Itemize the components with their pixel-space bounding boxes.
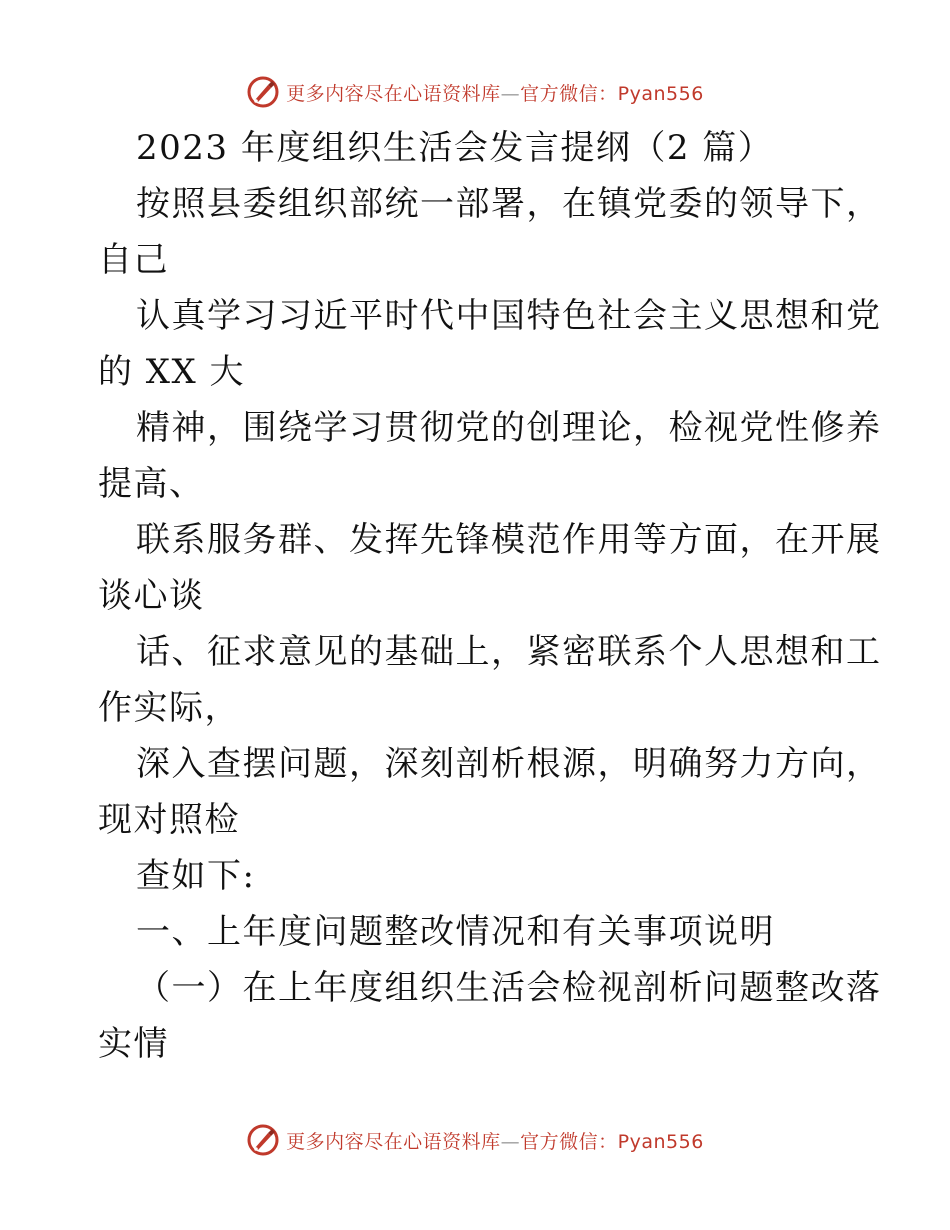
- document-line: 联系服务群、发挥先锋模范作用等方面，在开展: [136, 520, 882, 560]
- document-line: 作实际，: [98, 688, 240, 728]
- document-line: 按照县委组织部统一部署，在镇党委的领导下，: [136, 184, 882, 224]
- document-line: 认真学习习近平时代中国特色社会主义思想和党: [136, 296, 882, 336]
- document-line: 2023 年度组织生活会发言提纲（2 篇）: [136, 128, 774, 168]
- watermark-main: 更多内容尽在心语资料库: [286, 82, 501, 105]
- watermark-text: [286, 79, 704, 106]
- watermark-header: [0, 72, 950, 112]
- pen-circle-logo-icon: [246, 1123, 280, 1157]
- watermark-dash: —: [500, 82, 521, 105]
- watermark-dash: —: [500, 1130, 521, 1153]
- document-line: 谈心谈: [98, 576, 205, 616]
- document-line: 的 XX 大: [98, 352, 246, 392]
- document-line: 自己: [98, 240, 169, 280]
- watermark-wechat: 官方微信：Pyan556: [520, 82, 704, 105]
- document-line: 提高、: [98, 464, 205, 504]
- document-line: 话、征求意见的基础上，紧密联系个人思想和工: [136, 632, 882, 672]
- document-line: 深入查摆问题，深刻剖析根源，明确努力方向，: [136, 744, 882, 784]
- document-body: [98, 120, 882, 1072]
- document-line: 精神，围绕学习贯彻党的创理论，检视党性修养: [136, 408, 882, 448]
- pen-circle-logo-icon: [246, 75, 280, 109]
- document-line: 实情: [98, 1024, 169, 1064]
- document-line: （一）在上年度组织生活会检视剖析问题整改落: [136, 968, 882, 1008]
- watermark-wechat: 官方微信：Pyan556: [520, 1130, 704, 1153]
- document-line: 现对照检: [98, 800, 240, 840]
- document-line: 一、上年度问题整改情况和有关事项说明: [136, 912, 775, 952]
- watermark-footer: [0, 1120, 950, 1160]
- watermark-text: [286, 1127, 704, 1154]
- document-line: 查如下:: [136, 856, 256, 896]
- watermark-main: 更多内容尽在心语资料库: [286, 1130, 501, 1153]
